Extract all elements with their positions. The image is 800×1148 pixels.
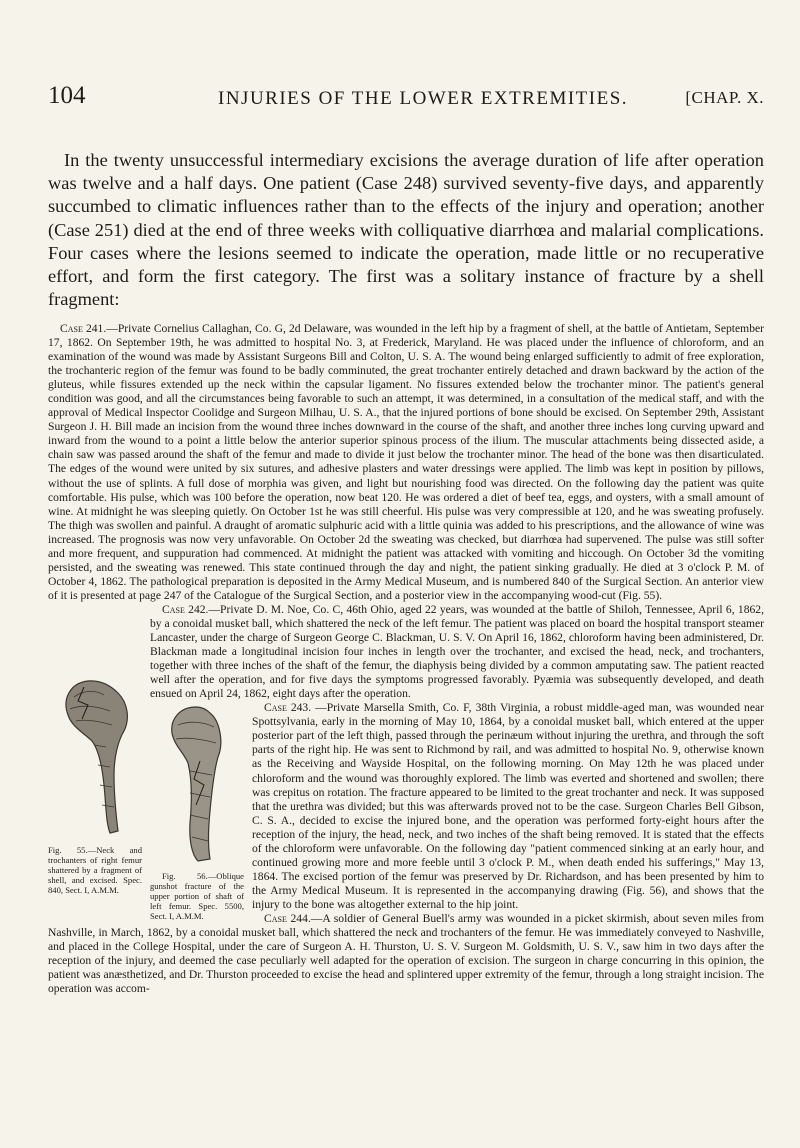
page-number: 104 [48,82,86,109]
case-label: Case 242. [162,602,209,616]
chapter-label: [CHAP. X. [685,88,764,107]
case-text: —Private Cornelius Callaghan, Co. G, 2d Delaware, was wounded in the left hip by a fragment of shell, at the battle of Antietam, September 17, 1862. On September 19th, he was admitted to hospital No. 3, at Frederick, Maryland. He was placed under the influence of chloroform, and an examination of the wound was made by Assistant Surgeons Bill and Colton, U. S. A. The wound being enlarged sufficiently to admit of free exploration, the trochanteric region of the femur was found to be badly comminuted, the great trochanter entirely detached and drawn backward by the action of the gluteus, while fissures extended up the neck within the capsular ligament. No fissures extended below the trochanter minor. The patient's general condition was good, and all the circumstances being favorable to such an attempt, it was determined, in a consultation of the medical staff, and with the approval of Medical Inspector Coolidge and Surgeon Milhau, U. S. A., that the injured portions of bone should be excised. On September 29th, Assistant Surgeon J. H. Bill made an incision from the wound three inches downward in the course of the shaft, and another three inches long curving upward and inward from the wound to a point a little below the anterior superior spinous process of the ilium. The muscular attachments being dissected aside, a chain saw was passed around the shaft of the femur and made to divide it just below the trochanter minor. The head of the bone was then disarticulated. The edges of the wound were united by six sutures, and adhesive plasters and water dressings were applied. The limb was kept in position by pillows, without the use of splints. A full dose of morphia was given, and light but nourishing food was directed. On the following day the patient was quite comfortable. His pulse, which was 100 before the operation, now beat 120. He was ordered a diet of beef tea, eggs, and oysters, with a small amount of wine. At midnight he was sleeping quietly. On October 1st he was still cheerful. His pulse was very compressible at 120, and he was sweating profusely. The thigh was swollen and painful. A draught of aromatic sulphuric acid with a little quinia was added to his prescriptions, and the allowance of wine was increased. The prognosis was now very unfavorable. On October 2d the sweating was checked, but diarrhœa had supervened. The pulse was still softer and more frequent, and suppuration had commenced. At midnight the patient was attacked with vomiting and hiccough. On October 3d the vomiting persisted, and the sweating was renewed. This state continued through the day and night, the patient sinking gradually. He died at 3 o'clock P. M. of October 4, 1862. The pathological preparation is deposited in the Army Medical Museum, and is numbered 840 of the Surgical Section. An anterior view of it is presented at page 247 of the Catalogue of the Surgical Section, and a posterior view in the accompanying wood-cut (Fig. 55). [48,322,764,602]
figure-55 [48,675,142,895]
case-text: —Private D. M. Noe, Co. C, 46th Ohio, aged 22 years, was wounded at the battle of Shiloh, Tennessee, April 6, 1862, by a conoidal musket ball, which shattered the neck of the left femur. The patient was placed on board the hospital transport steamer Lancaster, under the charge of Surgeon George C. Blackman, U. S. V. On April 16, 1862, chloroform having been administered, Dr. Blackman made a longitudinal incision four inches in length over the trochanter, and excised the head, neck, and trochanters, together with three inches of the shaft of the femur, the diaphysis being divided by a common amputating saw. The patient reacted well after the operation, and for five days the symptoms progressed favorably. Pyæmia was subsequently developed, and death ensued on April 24, 1862, eight days after the operation. [150,602,764,701]
case-text: —Private Marsella Smith, Co. F, 38th Virginia, a robust middle-aged man, was wounded near Spottsylvania, early in the morning of May 10, 1864, by a conoidal musket ball, which entered at the upper posterior part of the left thigh, passed through the perinæum without injuring the urethra, and through the soft parts of the right hip. He was sent to Richmond by rail, and was admitted to hospital No. 9, otherwise known as the Receiving and Wayside Hospital, on the following morning. On May 12th he was placed under chloroform and the wound was thoroughly explored. The limb was everted and shortened and swollen; there was crepitus on rotation. The fracture appeared to be limited to the great trochanter and neck. It was supposed that the urethra was divided; but this was afterwards proved not to be the case. Surgeon Charles Bell Gibson, C. S. A., decided to excise the injured bone, and the operation was performed forty-eight hours after the reception of the injury, the head, neck, and two inches of the shaft being removed. It is stated that the effects of the chloroform were unfavorable. On the following day "patient commenced sinking at an early hour, and continued growing more and more feeble until 3 o'clock P. M., when death ended his sufferings," May 13, 1864. The excised portion of the femur was preserved by Dr. Richardson, and has been presented by him to the Army Medical Museum. It is represented in the accompanying drawing (Fig. 56), and shows that the injury to the bone was altogether external to the hip joint. [252,701,764,911]
case-label: Case 243. [264,701,312,715]
femur-specimen-illustration [54,675,136,839]
figure-caption: Fig. 56.—Oblique gunshot fracture of the upper portion of shaft of left femur. Spec. 5500, Sect. I, A.M.M. [150,871,244,922]
intro-paragraph: In the twenty unsuccessful intermediary excisions the average duration of life after operation was twelve and a half days. One patient (Case 248) survived seventy-five days, and apparently succumbed to climatic influences rather than to the effects of the injury and operation; another (Case 251) died at the end of three weeks with colliquative diarrhœa and malarial complications. Four cases where the lesions seemed to indicate the operation, made little or no recuperative effort, and form the first category. The first was a solitary instance of fracture by a shell fragment: [48,150,764,310]
case-reports [48,322,764,996]
case-label: Case 244. [264,911,311,925]
running-header [48,82,764,116]
case-paragraph [48,322,764,603]
case-paragraph [48,912,764,996]
femur-fragment-illustration [156,701,238,865]
case-label: Case 241. [60,322,107,335]
figure-caption: Fig. 55.—Neck and trochanters of right femur shattered by a fragment of shell, and excised. Spec. 840, Sect. I, A.M.M. [48,844,142,895]
case-text: —A soldier of General Buell's army was wounded in a picket skirmish, about seven miles from Nashville, in March, 1862, by a conoidal musket ball, which shattered the neck and trochanters of the femur. He was immediately conveyed to Nashville, and placed in the College Hospital, under the care of Surgeon A. H. Thurston, U. S. V. Surgeon M. Goldsmith, U. S. V., saw him in two days after the reception of the injury, and deemed the case peculiarly well adapted for the operation of excision. The surgeon in charge concurring in this opinion, the patient was anæsthetized, and Dr. Thurston proceeded to excise the head and splintered upper extremity of the femur, through a long straight incision. The operation was accom- [48,911,764,996]
running-title: INJURIES OF THE LOWER EXTREMITIES. [218,88,629,109]
case-paragraph [48,603,764,701]
figure-56 [150,701,244,921]
